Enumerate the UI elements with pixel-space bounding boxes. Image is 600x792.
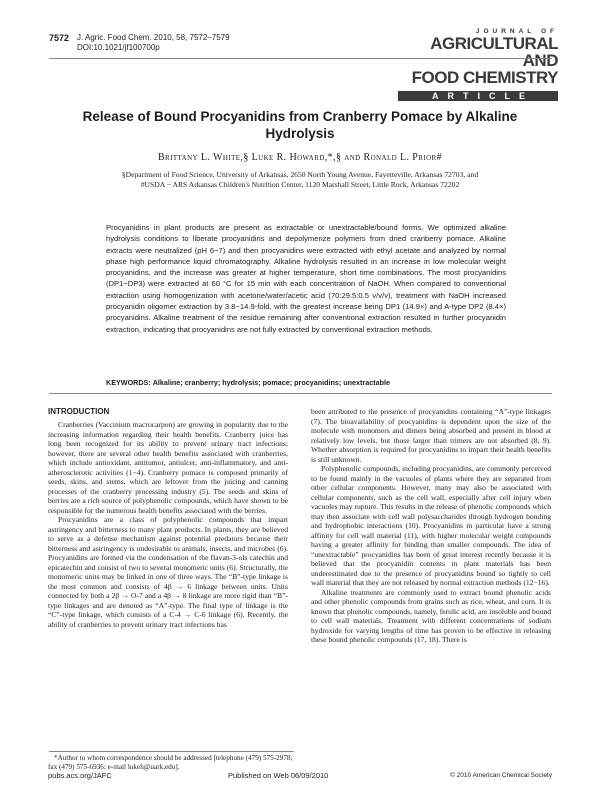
abstract-rule <box>49 393 552 394</box>
keywords-text: Alkaline; cranberry; hydrolysis; pomace; procyanidins; unextractable <box>152 378 390 387</box>
footnote-text: *Author to whom correspondence should be addressed [telephone (479) 575-2978; fax (479) 575-6936; e-mail lukeh@uark.edu]. <box>48 754 293 771</box>
left-column <box>48 407 288 629</box>
logo-line2: AGRICULTURAL AND <box>430 34 558 70</box>
doi: DOI:10.1021/jf100700p <box>77 43 160 52</box>
logo-line4: ARTICLE <box>398 91 558 101</box>
right-column <box>311 407 551 645</box>
journal-url: pubs.acs.org/JAFC <box>48 771 112 780</box>
keywords <box>106 378 506 387</box>
page-number: 7572 <box>49 33 70 43</box>
logo-line1: JOURNAL OF <box>475 28 558 35</box>
journal-citation: J. Agric. Food Chem. 2010, 58, 7572–7579 <box>77 33 230 42</box>
copyright: © 2010 American Chemical Society <box>450 772 552 779</box>
footnote-rule <box>49 751 294 752</box>
article-title: Release of Bound Procyanidins from Cranberry Pomace by Alkaline Hydrolysis <box>82 109 518 141</box>
abstract: Procyanidins in plant products are present as extractable or unextractable/bound forms. We optimized alkaline hydrolysis conditions to liberate procyanidins and depolymerize polymers from dried cranberry pomace. Alkaline extracts were neutralized (pH 6−7) and then procyanidins were extracted with ethyl acetate and analyzed by normal phase high performance liquid chromatography. Alkaline hydrolysis resulted in an increase in low molecular weight procyanidins, and the increase was greater at higher temperature, short time combinations. The most procyanidins (DP1−DP3) were extracted at 60 °C for 15 min with each concentration of NaOH. When compared to conventional extraction using homogenization with acetone/water/acetic acid (70:29.5:0.5 v/v/v), treatment with NaOH increased procyanidin oligomer extraction by 3.8−14.9-fold, with the greatest increase being DP1 (14.9×) and A-type DP2 (8.4×) procyanidins. Alkaline treatment of the residue remaining after conventional extraction resulted in further procyanidin extraction, indicating that procyanidins are not fully extracted by conventional extraction methods. <box>106 223 506 334</box>
authors: Brittany L. White,§ Luke R. Howard,*,§ and Ronald L. Prior# <box>157 152 442 163</box>
intro-paragraph: Polyphenolic compounds, including procyanidins, are commonly perceived to be found mainly in the vacuoles of plants where they are separated from other cellular components. However, many may also be associated with cellular components, such as the cell wall, especially after cell injury when vacuoles may rupture. This results in the release of phenolic compounds which may then associate with cell wall polysaccharides through hydrogen bonding and hydrophobic interactions (10). Procyanidins in particular have a strong affinity for cell wall material (11), with higher molecular weight compounds having a greater affinity for binding than smaller compounds. The idea of “unextractable” procyanidins has been of great interest recently because it is believed that the procyanidin contents in plant materials has been underestimated due to the presence of procyanidins bound so tightly to cell wall material that they are not released by normal extraction methods (12−16). <box>311 464 551 587</box>
header-rule <box>49 58 552 59</box>
intro-paragraph: Cranberries (Vaccinium macrocarpon) are growing in popularity due to the increasing information regarding their health benefits. Cranberry juice has long been recognized for its ability to prevent urinary tract infections; however, there are several other health benefits associated with cranberries, which include antioxidant, antitumor, antiulcer, anti-inflammatory, and anti-atherosclerotic activities (1−4). Cranberry pomace is composed primarily of seeds, skins, and stems, which are leftover from the juicing and canning processes of the cranberry processing industry (5). The seeds and skins of berries are a rich source of polyphenolic compounds, which have shown to be responsible for the numerous health benefits associated with the berries. <box>48 420 288 515</box>
keywords-label: KEYWORDS: <box>106 378 151 387</box>
logo-line3: FOOD CHEMISTRY <box>411 68 558 87</box>
intro-paragraph: been attributed to the presence of procyanidins containing “A”-type linkages (7). The bioavailability of procyanidins is dependent upon the size of the molecule with monomers and dimers being absorbed and present in blood at relatively low levels, but those larger than trimers are not absorbed (8, 9). Whether absorption is required for procyanidins to impart their health benefits is still unknown. <box>311 407 551 464</box>
correspondence-footnote <box>48 754 293 772</box>
intro-heading: INTRODUCTION <box>48 407 110 416</box>
affiliations: §Department of Food Science, University of Arkansas, 2650 North Young Avenue, Fayetteville, Arkansas 72703, and #USDA − ARS Arkansas Children's Nutrition Center, 1120 Marshall Street, Little Rock, Arkansas 72202 <box>121 170 479 189</box>
intro-paragraph: Procyanidins are a class of polyphenolic compounds that impart astringency and bitterness to many plant products. In plants, they are believed to serve as a defense mechanism against potential predators because their bitterness and astringency is undesirable to animals, insects, and microbes (6). Procyanidins are formed via the condensation of the flavan-3-ols catechin and epicatechin and consist of two to several monomeric units (6). Structurally, the monomeric units may be linked in one of three ways. The “B”-type linkage is the most common and consists of 4β → 6 linkage between units. Units connected by both a 2β → O-7 and a 4β → 8 linkage are more rigid than “B”-type linkages and are denoted as “A”-type. The final type of linkage is the “C”-type linkage, which consists of a C-4 → C-6 linkage (6). Recently, the ability of cranberries to prevent urinary tract infections has <box>48 515 288 629</box>
journal-logo <box>398 28 558 104</box>
publication-date: Published on Web 06/09/2010 <box>228 771 329 780</box>
intro-paragraph: Alkaline treatments are commonly used to extract bound phenolic acids and other phenolic compounds from grains such as rice, wheat, and corn. It is known that phenolic compounds, namely, ferulic acid, are insoluble and bound to cell wall materials. Treatment with different concentrations of sodium hydroxide for varying lengths of time has proven to be effective in releasing these bound phenolic compounds (17, 18). There is <box>311 587 551 644</box>
